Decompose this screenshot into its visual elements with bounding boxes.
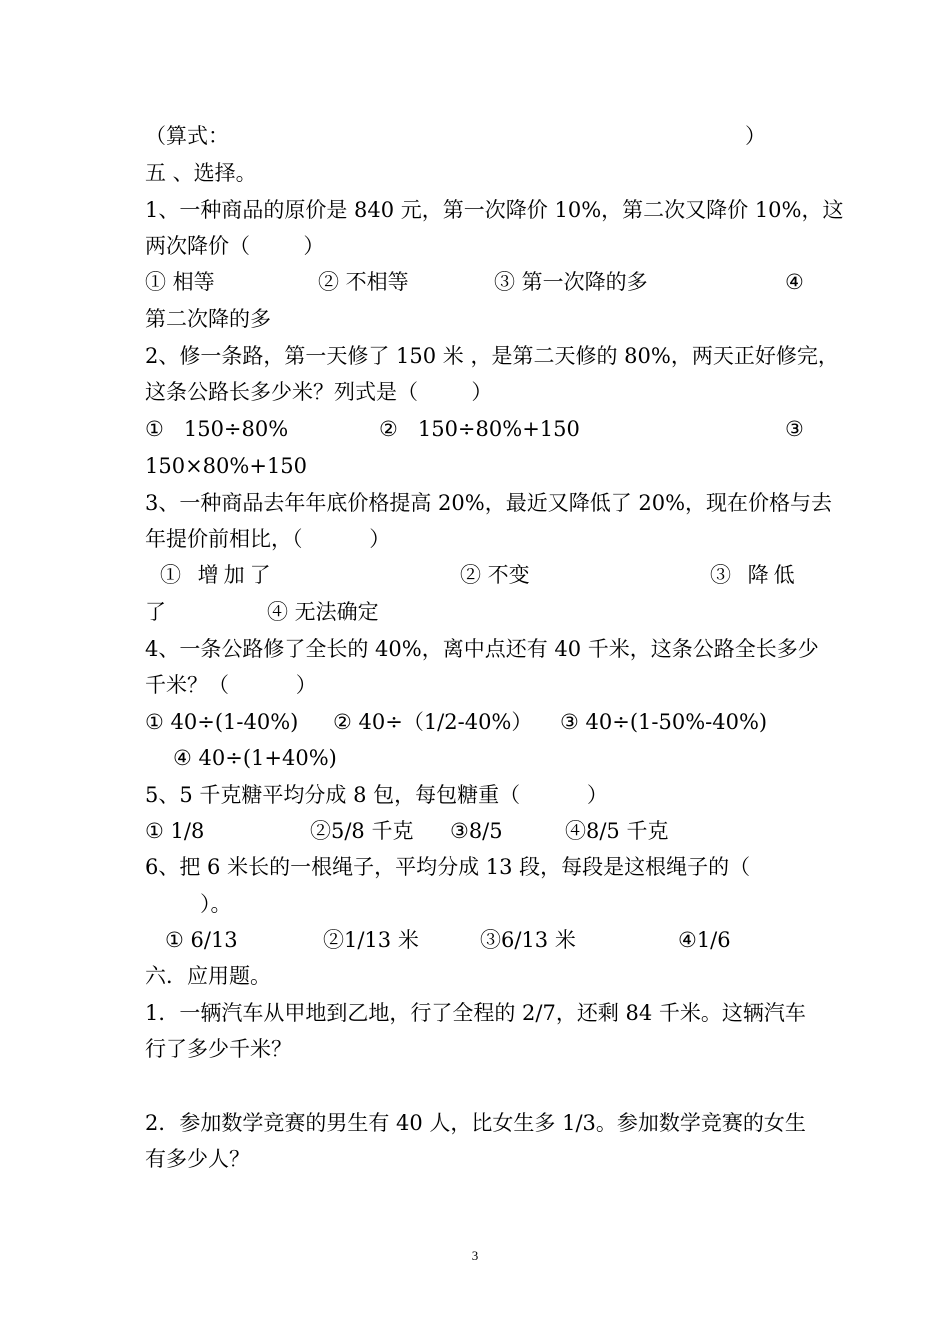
q1-line-2: 两次降价（ ） [145, 234, 325, 258]
q1-options [145, 268, 815, 296]
q6-options [145, 926, 815, 954]
q1-option-4-continued: 第二次降的多 [145, 307, 271, 331]
q2-option-3: ③ [785, 417, 804, 441]
q5-option-1: ① 1/8 [145, 819, 205, 843]
formula-label: （算式： [145, 124, 229, 148]
section-6-title: 六．应用题。 [145, 964, 271, 988]
q5-option-2: ②5/8 千克 [310, 819, 414, 843]
q3-option-4: ④ 无法确定 [267, 600, 379, 624]
page-number: 3 [471, 1248, 479, 1263]
q4-option-4: ④ 40÷(1+40%) [173, 746, 337, 770]
q6-line-2: ）。 [200, 892, 232, 916]
q3-option-1: ① 增加了 [160, 563, 276, 587]
q1-option-2: ② 不相等 [318, 270, 409, 294]
q3-options-continued [145, 598, 815, 626]
q6-option-2: ②1/13 米 [323, 928, 419, 952]
q3-option-2: ② 不变 [460, 563, 530, 587]
app-q2-line-1: 2．参加数学竞赛的男生有 40 人，比女生多 1/3。参加数学竞赛的女生 [145, 1111, 806, 1135]
q5-line-1: 5、5 千克糖平均分成 8 包，每包糖重（ ） [145, 783, 608, 807]
q2-line-2: 这条公路长多少米？列式是（ ） [145, 380, 493, 404]
q1-line-1: 1、一种商品的原价是 840 元，第一次降价 10%，第二次又降价 10%，这 [145, 198, 844, 222]
q2-option-3-continued: 150×80%+150 [145, 454, 308, 478]
q2-options [145, 415, 815, 443]
q1-option-4: ④ [785, 270, 804, 294]
app-q2-line-2: 有多少人？ [145, 1147, 250, 1171]
formula-close: ） [745, 124, 766, 148]
app-q1-line-1: 1．一辆汽车从甲地到乙地，行了全程的 2/7，还剩 84 千米。这辆汽车 [145, 1001, 806, 1025]
q2-line-1: 2、修一条路，第一天修了 150 米 ，是第二天修的 80%，两天正好修完， [145, 344, 839, 368]
q6-option-1: ① 6/13 [165, 928, 238, 952]
q4-line-1: 4、一条公路修了全长的 40%，离中点还有 40 千米，这条公路全长多少 [145, 637, 819, 661]
q5-option-3: ③8/5 [450, 819, 503, 843]
q4-options [145, 708, 815, 736]
q4-line-2: 千米？（ ） [145, 673, 317, 697]
q6-line-1: 6、把 6 米长的一根绳子，平均分成 13 段，每段是这根绳子的（ [145, 855, 751, 879]
q3-option-3-continued: 了 [145, 600, 166, 624]
q2-option-1: ① 150÷80% [145, 417, 289, 441]
q4-option-1: ① 40÷(1-40%) [145, 710, 299, 734]
app-q1-line-2: 行了多少千米？ [145, 1037, 292, 1061]
q2-option-2: ② 150÷80%+150 [379, 417, 580, 441]
q4-option-3: ③ 40÷(1-50%-40%) [560, 710, 768, 734]
q3-line-2: 年提价前相比，（ ） [145, 527, 391, 551]
q5-options [145, 817, 815, 845]
q3-option-3: ③ 降低 [710, 563, 800, 587]
q3-line-1: 3、一种商品去年年底价格提高 20%，最近又降低了 20%，现在价格与去 [145, 491, 833, 515]
q1-option-1: ① 相等 [145, 270, 215, 294]
q5-option-4: ④8/5 千克 [565, 819, 669, 843]
q4-option-2: ② 40÷（1/2-40%） [333, 710, 533, 734]
q3-options [145, 561, 815, 589]
q1-option-3: ③ 第一次降的多 [494, 270, 648, 294]
q6-option-4: ④1/6 [678, 928, 731, 952]
q6-option-3: ③6/13 米 [480, 928, 576, 952]
section-5-title: 五 、选择。 [145, 161, 257, 185]
